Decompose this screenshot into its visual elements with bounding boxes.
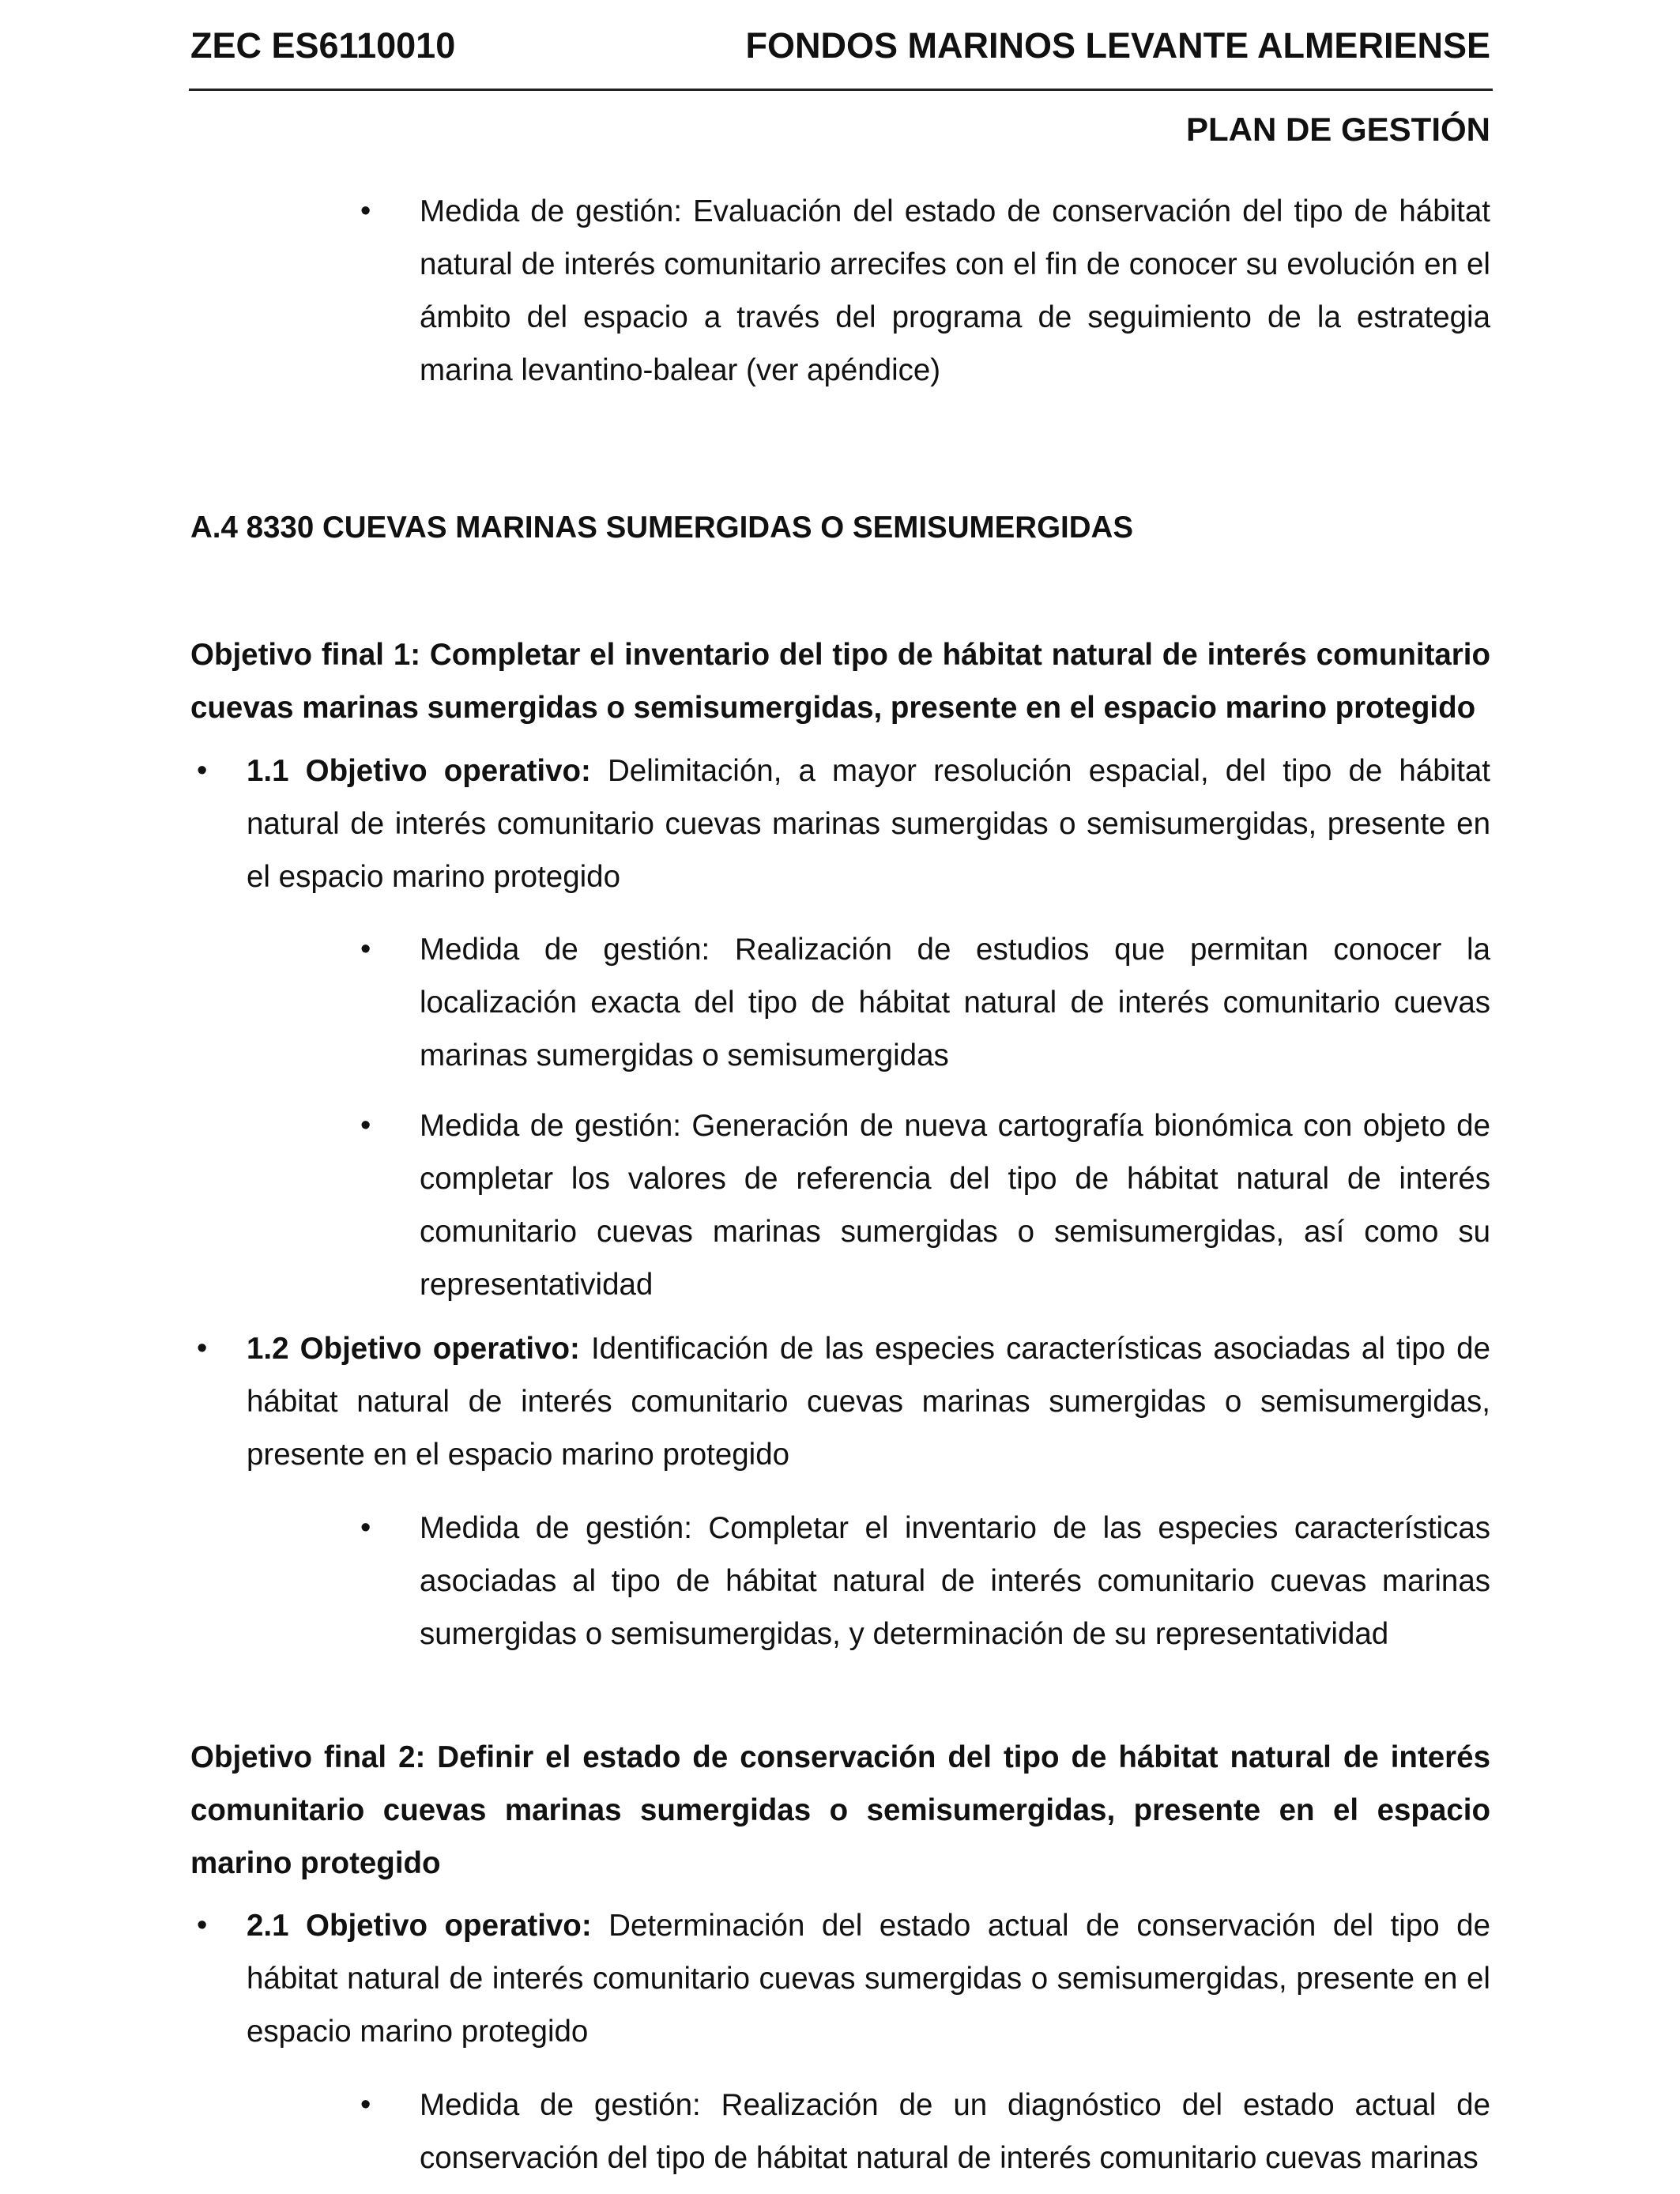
header-plan-title: PLAN DE GESTIÓN <box>1185 111 1490 148</box>
measure-1-2-a: Medida de gestión: Completar el inventario de las especies características asociadas al tipo de hábitat natural de interés comunitario cuevas marinas sumergidas o semisumergidas, y determinación de su representatividad <box>420 1511 1490 1651</box>
bullet-marker: • <box>197 1909 208 1942</box>
measure-1-1-a: Medida de gestión: Realización de estudios que permitan conocer la localización exacta del tipo de hábitat natural de interés comunitario cuevas marinas sumergidas o semisumergidas <box>420 933 1490 1072</box>
operative-label: 1.1 Objetivo operativo: <box>247 754 591 788</box>
bullet-marker: • <box>360 1511 371 1544</box>
objective-final-2: Objetivo final 2: Definir el estado de conservación del tipo de hábitat natural de interés comunitario cuevas marinas sumergidas o semisumergidas, presente en el espacio marino protegido <box>190 1740 1490 1880</box>
bullet-marker: • <box>360 194 371 228</box>
header-rule <box>189 89 1493 91</box>
measure-1-1-b: Medida de gestión: Generación de nueva cartografía bionómica con objeto de completar los valores de referencia del tipo de hábitat natural de interés comunitario cuevas marinas sumergidas o semisumergidas, así como su representatividad <box>420 1109 1490 1302</box>
operative-label: 2.1 Objetivo operativo: <box>247 1909 592 1943</box>
bullet-marker: • <box>360 1109 371 1142</box>
objective-final-1: Objetivo final 1: Completar el inventario del tipo de hábitat natural de interés comunitario cuevas marinas sumergidas o semisumergidas, presente en el espacio marino protegido <box>190 638 1490 725</box>
operative-objective-1-1 <box>247 745 1490 903</box>
running-header <box>190 24 1490 68</box>
header-site-code: ZEC ES6110010 <box>190 25 456 66</box>
operative-text: Delimitación, a mayor resolución espacial, del tipo de hábitat natural de interés comunitario cuevas marinas sumergidas o semisumergidas, presente en el espacio marino protegido <box>247 754 1490 894</box>
bullet-marker: • <box>197 754 208 787</box>
header-site-title: FONDOS MARINOS LEVANTE ALMERIENSE <box>745 25 1490 66</box>
measure-top: Medida de gestión: Evaluación del estado de conservación del tipo de hábitat natural de interés comunitario arrecifes con el fin de conocer su evolución en el ámbito del espacio a través del programa de seguimiento de la estrategia marina levantino-balear (ver apéndice) <box>420 194 1490 387</box>
bullet-marker: • <box>197 1332 208 1365</box>
section-heading: A.4 8330 CUEVAS MARINAS SUMERGIDAS O SEMISUMERGIDAS <box>190 511 1133 545</box>
operative-label: 1.2 Objetivo operativo: <box>247 1332 580 1366</box>
operative-objective-1-2 <box>247 1322 1490 1481</box>
operative-objective-2-1 <box>247 1899 1490 2058</box>
operative-text: Determinación del estado actual de conservación del tipo de hábitat natural de interés comunitario cuevas sumergidas o semisumergidas, presente en el espacio marino protegido <box>247 1909 1491 2049</box>
bullet-marker: • <box>360 933 371 966</box>
bullet-marker: • <box>360 2088 371 2121</box>
operative-text: Identificación de las especies características asociadas al tipo de hábitat natural de interés comunitario cuevas marinas sumergidas o semisumergidas, presente en el espacio marino protegido <box>247 1332 1490 1472</box>
measure-2-1-a: Medida de gestión: Realización de un diagnóstico del estado actual de conservación del tipo de hábitat natural de interés comunitario cuevas marinas <box>420 2088 1490 2175</box>
